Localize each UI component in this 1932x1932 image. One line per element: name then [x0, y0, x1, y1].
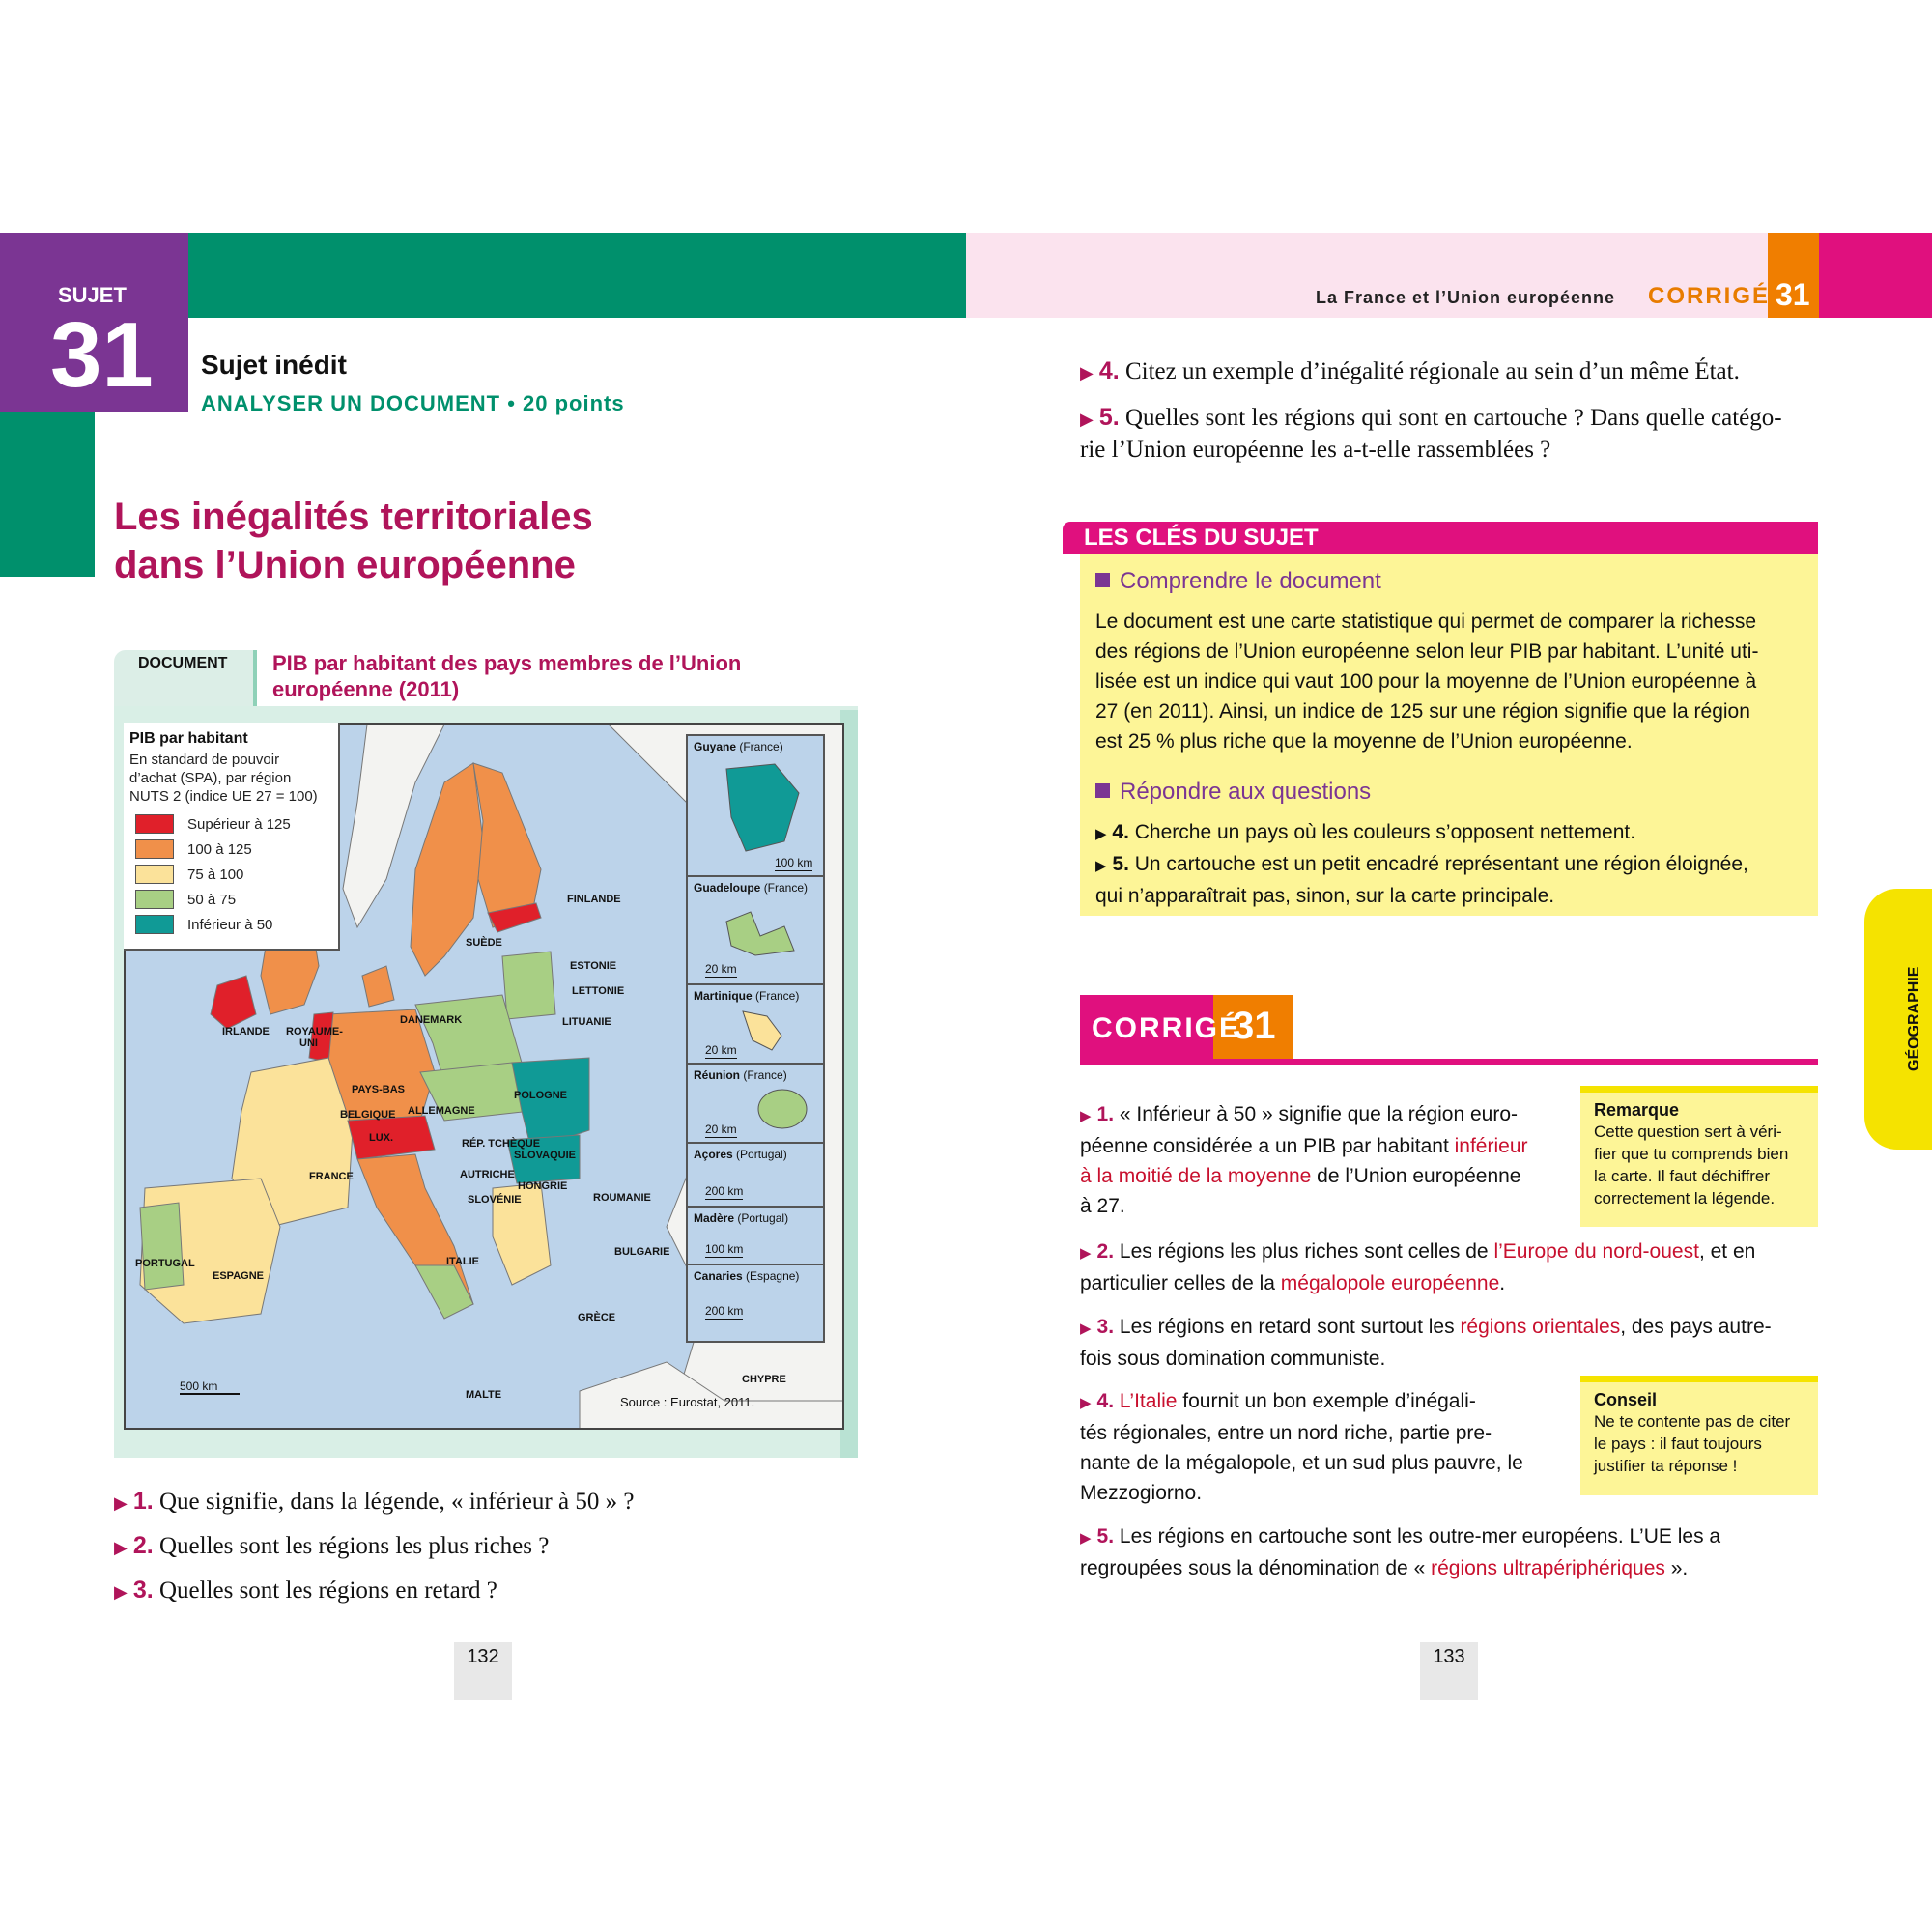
answer-keyword: à la moitié de la moyenne — [1080, 1165, 1312, 1187]
legend-subtitle-3: NUTS 2 (indice UE 27 = 100) — [129, 788, 318, 805]
inset-scale: 20 km — [705, 962, 737, 976]
answer-text: fournit un bon exemple d’inégali- — [1177, 1390, 1476, 1412]
question-text: Quelles sont les régions en retard ? — [158, 1577, 497, 1604]
answer-text: ». — [1664, 1557, 1689, 1579]
map-legend — [124, 723, 340, 951]
label-autriche: AUTRICHE — [460, 1169, 515, 1180]
label-grece: GRÈCE — [578, 1312, 616, 1323]
inset-title: Guyane — [694, 740, 737, 753]
legend-item-label: 100 à 125 — [187, 840, 252, 858]
inset-country: (Portugal) — [736, 1148, 787, 1161]
answer-1 — [1080, 1099, 1567, 1221]
answer-number: 1. — [1096, 1103, 1115, 1125]
remarque-title: Remarque — [1594, 1100, 1680, 1120]
cles-section-1-text — [1095, 607, 1810, 756]
conseil-title: Conseil — [1594, 1390, 1658, 1409]
question-2 — [114, 1532, 549, 1560]
answer-line — [1080, 1161, 1567, 1191]
inset-name — [694, 1269, 799, 1283]
denmark — [362, 966, 394, 1007]
side-band-green — [0, 412, 95, 577]
legend-swatch — [135, 865, 174, 884]
answer-line: tés régionales, entre un nord riche, partie pre- — [1080, 1422, 1492, 1444]
inset-country: (France) — [755, 989, 800, 1003]
corrige-label: CORRIGÉ — [1092, 1012, 1241, 1044]
legend-item-label: Inférieur à 50 — [187, 916, 273, 933]
header-corrige-number: 31 — [1776, 277, 1810, 312]
legend-item — [129, 837, 332, 862]
guadeloupe-shape — [717, 902, 804, 960]
corrige-number: 31 — [1233, 1005, 1276, 1047]
triangle-icon: ▶ — [1080, 1245, 1092, 1262]
triangle-icon: ▶ — [1095, 826, 1107, 842]
answer-text: regroupées sous la dénomination de « — [1080, 1557, 1432, 1579]
question-number: 1. — [132, 1488, 154, 1515]
question-number: 2. — [132, 1532, 154, 1559]
triangle-icon: ▶ — [114, 1493, 128, 1513]
label-slovaquie: SLOVAQUIE — [514, 1150, 576, 1161]
inset-title: Guadeloupe — [694, 881, 761, 895]
conseil-line: justifier ta réponse ! — [1594, 1457, 1738, 1475]
answer-line — [1080, 1386, 1567, 1418]
answer-line — [1080, 1131, 1567, 1161]
exercise-type: ANALYSER UN DOCUMENT • 20 points — [201, 391, 625, 415]
inset-madere — [688, 1208, 823, 1265]
inset-column — [686, 734, 825, 1343]
legend-item — [129, 862, 332, 887]
label-pays-bas: PAYS-BAS — [352, 1084, 406, 1095]
answer-number: 5. — [1096, 1525, 1115, 1548]
italy-south — [415, 1265, 473, 1319]
question-text: Citez un exemple d’inégalité régionale au sein d’un même État. — [1124, 358, 1740, 384]
answer-line — [1080, 1099, 1567, 1131]
label-espagne: ESPAGNE — [213, 1270, 264, 1282]
answer-text: , et en — [1698, 1240, 1756, 1263]
label-lux: LUX. — [369, 1132, 394, 1144]
label-malte: MALTE — [466, 1389, 502, 1401]
answer-4 — [1080, 1386, 1567, 1508]
answer-keyword: régions ultrapériphériques — [1431, 1557, 1665, 1579]
legend-swatch — [135, 839, 174, 859]
legend-item-label: 50 à 75 — [187, 891, 237, 908]
label-hongrie: HONGRIE — [518, 1180, 568, 1192]
answer-keyword: l’Europe du nord-ouest — [1493, 1240, 1699, 1263]
answer-text: Les régions en retard sont surtout les — [1119, 1316, 1461, 1338]
hint-5 — [1095, 849, 1810, 881]
question-number: 4. — [1098, 357, 1120, 384]
inset-name — [694, 989, 799, 1003]
answer-line — [1080, 1268, 1818, 1298]
remarque-line: correctement la légende. — [1594, 1189, 1776, 1208]
cles-line: des régions de l’Union européenne selon leur PIB par habitant. L’unité uti- — [1095, 640, 1759, 663]
question-text-line-2: rie l’Union européenne les a-t-elle rassemblées ? — [1080, 437, 1551, 463]
label-lettonie: LETTONIE — [572, 985, 625, 997]
conseil-box — [1580, 1376, 1818, 1495]
question-5 — [1080, 402, 1782, 466]
answer-line: à 27. — [1080, 1195, 1125, 1217]
inset-acores — [688, 1144, 823, 1208]
legend-swatch — [135, 915, 174, 934]
answer-text: particulier celles de la — [1080, 1272, 1281, 1294]
triangle-icon: ▶ — [114, 1538, 128, 1557]
answer-line — [1080, 1312, 1818, 1344]
legend-subtitle-2: d’achat (SPA), par région — [129, 770, 292, 786]
side-tab-label: GÉOGRAPHIE — [1906, 966, 1922, 1071]
hint-number: 5. — [1112, 853, 1129, 875]
label-belgique: BELGIQUE — [340, 1109, 396, 1121]
triangle-icon: ▶ — [1080, 1530, 1092, 1547]
triangle-icon: ▶ — [1080, 1108, 1092, 1124]
answer-keyword: régions orientales — [1460, 1316, 1621, 1338]
legend-item — [129, 811, 332, 837]
answer-keyword: mégalopole européenne — [1280, 1272, 1500, 1294]
label-irlande: IRLANDE — [222, 1026, 270, 1037]
triangle-icon: ▶ — [1080, 1321, 1092, 1337]
answer-3 — [1080, 1312, 1818, 1374]
hint-text: Cherche un pays où les couleurs s’opposent nettement. — [1134, 821, 1636, 843]
document-label: DOCUMENT — [138, 655, 228, 671]
label-finlande: FINLANDE — [567, 894, 621, 905]
header-corrige-label: CORRIGÉ — [1648, 283, 1771, 309]
chapter-title: La France et l’Union européenne — [1316, 288, 1616, 307]
inset-title: Réunion — [694, 1068, 740, 1082]
question-text: Quelles sont les régions qui sont en cartouche ? Dans quelle catégo- — [1124, 405, 1782, 431]
inset-scale: 20 km — [705, 1122, 737, 1136]
subject-kind: Sujet inédit — [201, 350, 347, 380]
header-magenta-box — [1819, 233, 1932, 318]
reunion-shape — [755, 1084, 813, 1132]
answer-line — [1080, 1521, 1818, 1553]
question-4 — [1080, 357, 1740, 385]
remarque-box — [1580, 1086, 1818, 1227]
martinique-shape — [738, 1007, 796, 1055]
answer-keyword: inférieur — [1454, 1135, 1528, 1157]
cles-section-2-text — [1095, 817, 1810, 911]
legend-swatch — [135, 814, 174, 834]
question-1 — [114, 1488, 634, 1516]
ireland — [211, 976, 256, 1029]
cles-section-2-title — [1095, 779, 1371, 806]
square-bullet-icon — [1095, 783, 1110, 798]
label-royaume-uni-2: UNI — [299, 1037, 318, 1049]
inset-country: (France) — [743, 1068, 787, 1082]
triangle-icon: ▶ — [114, 1582, 128, 1602]
cles-line: Le document est une carte statistique qui permet de comparer la richesse — [1095, 611, 1757, 633]
answer-line: fois sous domination communiste. — [1080, 1348, 1386, 1370]
inset-name — [694, 1211, 788, 1225]
cles-line: est 25 % plus riche que la moyenne de l’Union européenne. — [1095, 730, 1633, 753]
conseil-line: le pays : il faut toujours — [1594, 1435, 1762, 1453]
answer-line — [1080, 1553, 1818, 1583]
inset-country: (Espagne) — [746, 1269, 800, 1283]
inset-scale: 100 km — [705, 1242, 744, 1256]
inset-title: Canaries — [694, 1269, 743, 1283]
header-band-green — [188, 233, 966, 318]
label-italie: ITALIE — [446, 1256, 480, 1267]
hint-text-line-2: qui n’apparaîtrait pas, sinon, sur la carte principale. — [1095, 885, 1555, 907]
map-source: Source : Eurostat, 2011. — [620, 1395, 755, 1409]
inset-scale: 200 km — [705, 1184, 744, 1198]
label-suede: SUÈDE — [466, 937, 502, 949]
answer-2 — [1080, 1236, 1818, 1298]
label-slovenie: SLOVÉNIE — [468, 1194, 522, 1206]
answer-text: , des pays autre- — [1620, 1316, 1772, 1338]
page-title — [114, 493, 790, 589]
sujet-number: 31 — [50, 303, 154, 407]
legend-swatch — [135, 890, 174, 909]
label-portugal: PORTUGAL — [135, 1258, 195, 1269]
question-text: Que signifie, dans la légende, « inférieur à 50 » ? — [158, 1489, 635, 1515]
inset-scale: 200 km — [705, 1304, 744, 1318]
label-estonie: ESTONIE — [570, 960, 617, 972]
label-pologne: POLOGNE — [514, 1090, 568, 1101]
inset-scale: 100 km — [775, 856, 813, 869]
corrige-underline — [1080, 1059, 1818, 1065]
document-title: PIB par habitant des pays membres de l’Union européenne (2011) — [272, 651, 742, 701]
inset-scale: 20 km — [705, 1043, 737, 1057]
question-number: 5. — [1098, 404, 1120, 431]
title-line-1: Les inégalités territoriales — [114, 496, 593, 538]
map-scale: 500 km — [180, 1379, 240, 1395]
conseil-line: Ne te contente pas de citer — [1594, 1412, 1791, 1431]
label-chypre: CHYPRE — [742, 1374, 786, 1385]
cles-title: LES CLÉS DU SUJET — [1084, 525, 1319, 551]
inset-country: (France) — [739, 740, 783, 753]
cles-line: 27 (en 2011). Ainsi, un indice de 125 sur une région signifie que la région — [1095, 700, 1750, 723]
document-tab-divider — [253, 650, 257, 706]
guyane-shape — [717, 759, 804, 856]
remarque-line: la carte. Il faut déchiffrer — [1594, 1167, 1771, 1185]
portugal — [140, 1203, 184, 1290]
inset-name — [694, 1068, 787, 1082]
label-bulgarie: BULGARIE — [614, 1246, 670, 1258]
answer-text: Les régions les plus riches sont celles de — [1119, 1240, 1494, 1263]
inset-title: Açores — [694, 1148, 733, 1161]
label-allemagne: ALLEMAGNE — [408, 1105, 475, 1117]
baltics — [502, 952, 555, 1019]
answer-number: 3. — [1096, 1316, 1115, 1338]
legend-item — [129, 912, 332, 937]
question-text: Quelles sont les régions les plus riches ? — [158, 1533, 550, 1559]
inset-title: Madère — [694, 1211, 735, 1225]
legend-subtitle-1: En standard de pouvoir — [129, 752, 280, 768]
inset-name — [694, 881, 808, 895]
finland — [473, 763, 541, 927]
legend-title: PIB par habitant — [129, 730, 248, 747]
legend-item-label: Supérieur à 125 — [187, 815, 291, 833]
answer-text: péenne considérée a un PIB par habitant — [1080, 1135, 1455, 1157]
label-royaume-uni: ROYAUME- — [286, 1026, 343, 1037]
remarque-line: fier que tu comprends bien — [1594, 1145, 1789, 1163]
answer-line: Mezzogiorno. — [1080, 1482, 1203, 1504]
sujet-label: SUJET — [58, 283, 127, 307]
label-france: FRANCE — [309, 1171, 354, 1182]
label-lituanie: LITUANIE — [562, 1016, 611, 1028]
cles-section-1-title — [1095, 568, 1381, 595]
inset-martinique — [688, 985, 823, 1065]
triangle-icon: ▶ — [1080, 410, 1094, 429]
triangle-icon: ▶ — [1095, 858, 1107, 874]
answer-number: 2. — [1096, 1240, 1115, 1263]
answer-text: de l’Union européenne — [1311, 1165, 1521, 1187]
answer-keyword: L’Italie — [1119, 1390, 1178, 1412]
inset-name — [694, 740, 783, 753]
inset-canaries — [688, 1265, 823, 1341]
answer-5 — [1080, 1521, 1818, 1583]
inset-name — [694, 1148, 787, 1161]
answer-line: nante de la mégalopole, et un sud plus pauvre, le — [1080, 1452, 1523, 1474]
triangle-icon: ▶ — [1080, 363, 1094, 383]
inset-guyane — [688, 736, 823, 877]
answer-number: 4. — [1096, 1390, 1115, 1412]
section-title-text: Répondre aux questions — [1120, 779, 1372, 805]
label-rep-tcheque: RÉP. TCHÈQUE — [462, 1138, 541, 1150]
inset-country: (Portugal) — [737, 1211, 789, 1225]
page-number-right: 133 — [1420, 1642, 1478, 1700]
legend-item — [129, 887, 332, 912]
title-line-2: dans l’Union européenne — [114, 544, 576, 586]
hint-text: Un cartouche est un petit encadré représentant une région éloignée, — [1134, 853, 1748, 875]
label-roumanie: ROUMANIE — [593, 1192, 651, 1204]
cles-line: lisée est un indice qui vaut 100 pour la moyenne de l’Union européenne à — [1095, 670, 1757, 693]
remarque-line: Cette question sert à véri- — [1594, 1122, 1782, 1141]
inset-country: (France) — [763, 881, 809, 895]
question-number: 3. — [132, 1577, 154, 1604]
square-bullet-icon — [1095, 573, 1110, 587]
section-title-text: Comprendre le document — [1120, 568, 1381, 594]
inset-guadeloupe — [688, 877, 823, 985]
hint-number: 4. — [1112, 821, 1129, 843]
legend-item-label: 75 à 100 — [187, 866, 244, 883]
inset-title: Martinique — [694, 989, 753, 1003]
answer-text: Les régions en cartouche sont les outre-mer européens. L’UE les a — [1119, 1525, 1721, 1548]
page-number-left: 132 — [454, 1642, 512, 1700]
answer-line — [1080, 1236, 1818, 1268]
triangle-icon: ▶ — [1080, 1395, 1092, 1411]
question-3 — [114, 1577, 497, 1605]
label-danemark: DANEMARK — [400, 1014, 463, 1026]
answer-text: « Inférieur à 50 » signifie que la région euro- — [1119, 1103, 1519, 1125]
inset-reunion — [688, 1065, 823, 1144]
hint-4 — [1095, 817, 1810, 849]
answer-text: . — [1499, 1272, 1506, 1294]
